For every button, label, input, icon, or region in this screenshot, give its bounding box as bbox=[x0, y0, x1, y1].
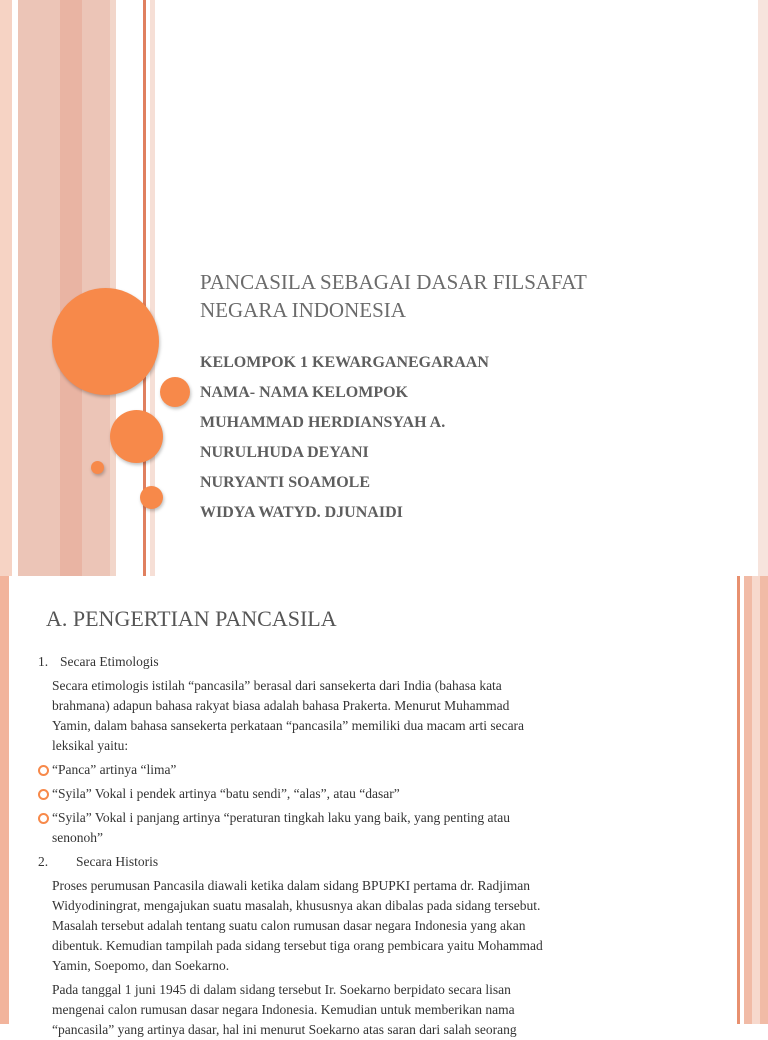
text-line: dibentuk. Kemudian tampilah pada sidang tersebut tiga orang pembicara yaitu Mohammad bbox=[52, 938, 543, 953]
member-list-item: NAMA- NAMA KELOMPOK bbox=[200, 384, 408, 401]
decor-stripe bbox=[758, 0, 768, 576]
paragraph bbox=[52, 980, 732, 1040]
bullet-item bbox=[38, 808, 732, 848]
bullet-item bbox=[38, 760, 732, 780]
slide-title bbox=[200, 268, 740, 324]
decor-circle-small bbox=[140, 486, 163, 509]
decor-stripe bbox=[0, 0, 12, 576]
member-list bbox=[200, 348, 740, 528]
member-list-item: NURYANTI SOAMOLE bbox=[200, 474, 370, 491]
title-line: PANCASILA SEBAGAI DASAR FILSAFAT bbox=[200, 270, 587, 294]
text-line: “Syila” Vokal i pendek artinya “batu sendi”, “alas”, atau “dasar” bbox=[52, 786, 400, 801]
text-line: “Panca” artinya “lima” bbox=[52, 762, 177, 777]
text-line: senonoh” bbox=[52, 830, 103, 845]
bullet-ring-icon bbox=[38, 789, 49, 800]
text-line: Secara etimologis istilah “pancasila” berasal dari sansekerta dari India (bahasa kata bbox=[52, 678, 502, 693]
paragraph bbox=[52, 676, 732, 756]
decor-stripe bbox=[752, 576, 760, 1024]
member-list-item: NURULHUDA DEYANI bbox=[200, 444, 369, 461]
text-line: Masalah tersebut adalah tentang suatu calon rumusan dasar negara Indonesia yang akan bbox=[52, 918, 526, 933]
text-line: “pancasila” yang artinya dasar, hal ini menurut Soekarno atas saran dari salah seorang bbox=[52, 1022, 517, 1037]
decor-stripe bbox=[737, 576, 740, 1024]
member-list-item: WIDYA WATYD. DJUNAIDI bbox=[200, 504, 403, 521]
decor-circle-tiny bbox=[91, 461, 104, 474]
slide-heading: A. PENGERTIAN PANCASILA bbox=[46, 606, 337, 631]
decor-circle-large bbox=[52, 288, 159, 395]
text-line: Yamin, dalam bahasa sansekerta perkataan “pancasila” memiliki dua macam arti secara bbox=[52, 718, 525, 733]
section-heading bbox=[38, 652, 732, 672]
section-title: Secara Historis bbox=[76, 854, 159, 869]
text-line: “Syila” Vokal i panjang artinya “peraturan tingkah laku yang baik, yang penting atau bbox=[52, 810, 510, 825]
bullet-ring-icon bbox=[38, 813, 49, 824]
section-heading bbox=[38, 852, 732, 872]
section-title: Secara Etimologis bbox=[60, 654, 159, 669]
member-list-item: KELOMPOK 1 KEWARGANEGARAAN bbox=[200, 354, 489, 371]
paragraph bbox=[52, 876, 732, 976]
text-line: Yamin, Soepomo, dan Soekarno. bbox=[52, 958, 230, 973]
text-line: brahmana) adapun bahasa rakyat biasa adalah bahasa Prakerta. Menurut Muhammad bbox=[52, 698, 510, 713]
member-list-item: MUHAMMAD HERDIANSYAH A. bbox=[200, 414, 446, 431]
slide-body bbox=[38, 652, 732, 1040]
content-slide bbox=[0, 576, 768, 1037]
text-line: mengenai calon rumusan dasar negara Indonesia. Kemudian untuk memberikan nama bbox=[52, 1002, 515, 1017]
decor-circle-medium bbox=[110, 410, 163, 463]
decor-stripe bbox=[60, 0, 82, 576]
section-number: 2. bbox=[38, 854, 49, 869]
bullet-ring-icon bbox=[38, 765, 49, 776]
text-line: Widyodiningrat, mengajukan suatu masalah, khususnya akan dibalas pada sidang tersebut. bbox=[52, 898, 541, 913]
decor-stripe bbox=[0, 576, 9, 1024]
title-line: NEGARA INDONESIA bbox=[200, 298, 406, 322]
text-line: leksikal yaitu: bbox=[52, 738, 129, 753]
text-line: Pada tanggal 1 juni 1945 di dalam sidang tersebut Ir. Soekarno berpidato secara lisan bbox=[52, 982, 511, 997]
decor-circle-small bbox=[160, 377, 190, 407]
text-line: Proses perumusan Pancasila diawali ketika dalam sidang BPUPKI pertama dr. Radjiman bbox=[52, 878, 531, 893]
section-number: 1. bbox=[38, 654, 49, 669]
bullet-item bbox=[38, 784, 732, 804]
